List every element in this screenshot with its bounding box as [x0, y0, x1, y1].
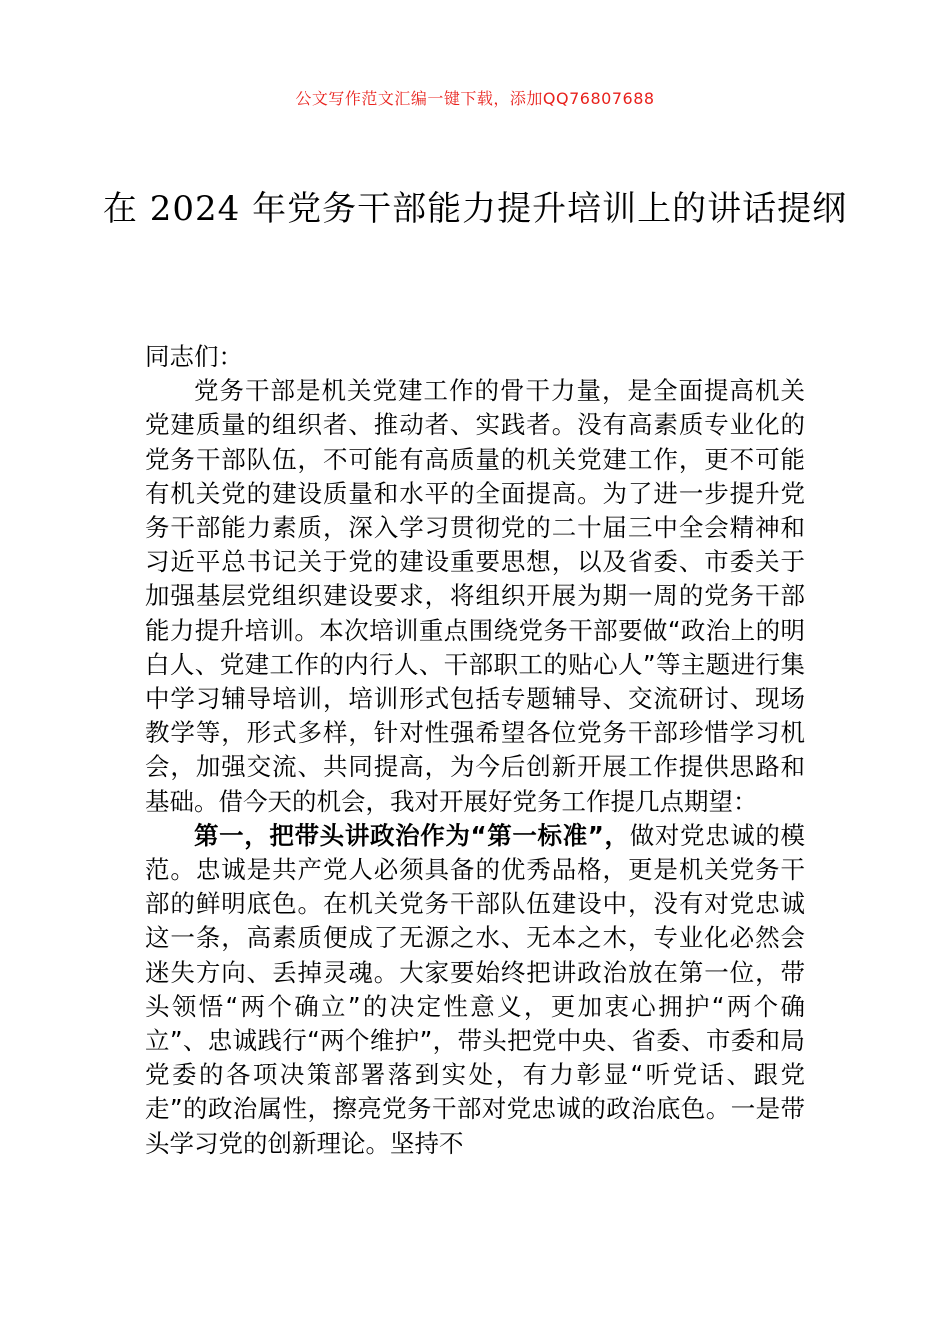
download-banner: 公文写作范文汇编一键下载，添加QQ76807688 [295, 89, 655, 108]
document-body [145, 340, 805, 1161]
point-one-paragraph [145, 819, 805, 1161]
intro-paragraph: 党务干部是机关党建工作的骨干力量，是全面提高机关党建质量的组织者、推动者、实践者。没有高素质专业化的党务干部队伍，不可能有高质量的机关党建工作，更不可能有机关党的建设质量和水平的全面提高。为了进一步提升党务干部能力素质，深入学习贯彻党的二十届三中全会精神和习近平总书记关于党的建设重要思想，以及省委、市委关于加强基层党组织建设要求，将组织开展为期一周的党务干部能力提升培训。本次培训重点围绕党务干部要做“政治上的明白人、党建工作的内行人、干部职工的贴心人”等主题进行集中学习辅导培训，培训形式包括专题辅导、交流研讨、现场教学等，形式多样，针对性强希望各位党务干部珍惜学习机会，加强交流、共同提高，为今后创新开展工作提供思路和基础。借今天的机会，我对开展好党务工作提几点期望： [145, 376, 805, 816]
salutation: 同志们： [145, 342, 243, 371]
point-one-text: 做对党忠诚的模范。忠诚是共产党人必须具备的优秀品格，更是机关党务干部的鲜明底色。在机关党务干部队伍建设中，没有对党忠诚这一条，高素质便成了无源之水、无本之木，专业化必然会迷失方向、丢掉灵魂。大家要始终把讲政治放在第一位，带头领悟“两个确立”的决定性意义，更加衷心拥护“两个确立”、忠诚践行“两个维护”，带头把党中央、省委、市委和局党委的各项决策部署落到实处，有力彰显“听党话、跟党走”的政治属性，擦亮党务干部对党忠诚的政治底色。一是带头学习党的创新理论。坚持不 [145, 820, 806, 1158]
point-one-heading: 第一，把带头讲政治作为“第一标准”， [194, 820, 630, 850]
document-title: 在 2024 年党务干部能力提升培训上的讲话提纲 [102, 189, 848, 229]
